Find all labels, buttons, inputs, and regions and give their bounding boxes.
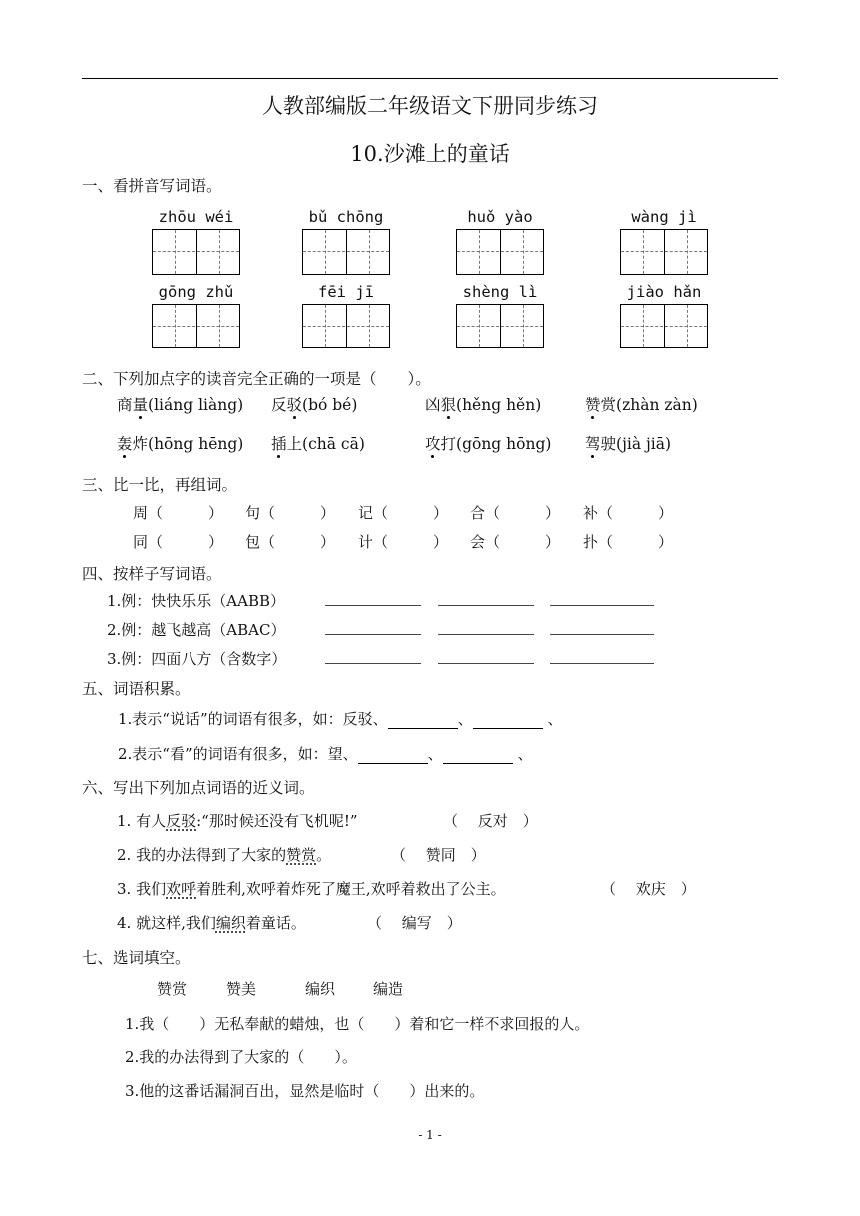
pinyin-label: shèng lì	[462, 283, 538, 301]
option-post: 打(gōng hōng)	[440, 435, 552, 453]
grid-guide	[303, 326, 389, 327]
option[interactable]	[425, 432, 551, 454]
synonym-item	[117, 878, 506, 899]
answer-line[interactable]	[325, 663, 421, 664]
section-5-line-2	[118, 743, 532, 764]
writing-box[interactable]	[456, 304, 544, 348]
option-post: 炸(hōng hēng)	[132, 435, 244, 453]
compare-item[interactable]: 记（ ）	[358, 504, 449, 522]
option-post: 赏(zhàn zàn)	[600, 396, 698, 414]
lesson-title: 10.沙滩上的童话	[350, 142, 510, 166]
fill-item[interactable]: 3.他的这番话漏洞百出，显然是临时（ ）出来的。	[125, 1082, 485, 1100]
item-number: 3.	[117, 880, 132, 898]
grid-guide	[219, 230, 220, 274]
option-post: (liáng liàng)	[148, 396, 244, 414]
section-5-line-1	[118, 708, 562, 729]
writing-box[interactable]	[620, 229, 708, 275]
compare-item[interactable]: 合（ ）	[470, 504, 561, 522]
answer-word[interactable]: （ 赞同 ）	[391, 846, 486, 864]
answer-line[interactable]	[550, 605, 654, 606]
synonym-item	[117, 810, 358, 831]
answer-line[interactable]	[325, 605, 421, 606]
option[interactable]	[117, 393, 243, 415]
grid-guide	[621, 251, 707, 252]
blank[interactable]	[443, 745, 513, 764]
grid-guide	[175, 230, 176, 274]
grid-guide	[303, 251, 389, 252]
item-text: 就这样,我们	[131, 914, 216, 932]
item-number: 2.	[117, 846, 132, 864]
blank[interactable]	[473, 710, 543, 729]
writing-box[interactable]	[302, 229, 390, 275]
answer-word[interactable]: （ 反对 ）	[443, 812, 538, 830]
word-option: 编造	[373, 980, 404, 998]
writing-box[interactable]	[152, 229, 240, 275]
compare-item[interactable]: 补（ ）	[583, 504, 674, 522]
pinyin-label: bǔ chōng	[308, 208, 384, 226]
pinyin-label: zhōu wéi	[158, 208, 234, 226]
section-4-heading: 四、按样子写词语。	[82, 565, 222, 583]
compare-item[interactable]: 计（ ）	[358, 533, 449, 551]
compare-item[interactable]: 扑（ ）	[583, 533, 674, 551]
answer-word[interactable]: （ 编写 ）	[367, 914, 462, 932]
item-text: 着胜利,欢呼着炸死了魔王,欢呼着救出了公主。	[196, 880, 506, 898]
separator: 、	[547, 710, 563, 728]
separator: 、	[427, 745, 443, 763]
separator: 、	[517, 745, 533, 763]
section-7-heading: 七、选词填空。	[82, 949, 191, 967]
option-pre: 反	[271, 396, 287, 414]
compare-item[interactable]: 会（ ）	[470, 533, 561, 551]
dotted-word: 赞赏	[286, 846, 317, 864]
blank[interactable]	[388, 710, 458, 729]
grid-guide	[153, 326, 239, 327]
item-text: 我们	[131, 880, 167, 898]
section-5-line-2-text: 2.表示“看”的词语有很多，如：望、	[118, 745, 358, 763]
item-number: 1.	[117, 812, 132, 830]
compare-item[interactable]: 同（ ）	[133, 533, 224, 551]
grid-guide	[479, 230, 480, 274]
word-option: 赞赏	[157, 980, 188, 998]
grid-guide	[621, 326, 707, 327]
section-5-line-1-text: 1.表示“说话”的词语有很多，如：反驳、	[118, 710, 388, 728]
section-3-heading: 三、比一比，再组词。	[82, 476, 238, 494]
dotted-char: 驳	[287, 393, 303, 415]
option[interactable]	[585, 432, 671, 454]
word-option: 赞美	[226, 980, 257, 998]
word-option: 编织	[305, 980, 336, 998]
option-post: (bó bé)	[302, 396, 358, 414]
item-number: 4.	[117, 914, 132, 932]
option[interactable]	[117, 432, 243, 454]
grid-guide	[523, 230, 524, 274]
separator: 、	[457, 710, 473, 728]
dotted-char: 轰	[117, 432, 133, 454]
compare-item[interactable]: 包（ ）	[245, 533, 336, 551]
answer-line[interactable]	[438, 634, 534, 635]
option-post: 上(chā cā)	[286, 435, 365, 453]
dotted-word: 编织	[215, 914, 246, 932]
synonym-item	[117, 844, 331, 865]
item-text: :“那时候还没有飞机呢!”	[196, 812, 358, 830]
dotted-char: 驾	[585, 432, 601, 454]
pinyin-label: huǒ yào	[467, 208, 533, 226]
answer-line[interactable]	[325, 634, 421, 635]
option[interactable]	[425, 393, 541, 415]
grid-guide	[325, 230, 326, 274]
fill-item[interactable]: 1.我（ ）无私奉献的蜡烛，也（ ）着和它一样不求回报的人。	[125, 1015, 590, 1033]
item-text: 。	[316, 846, 332, 864]
grid-guide	[457, 326, 543, 327]
option[interactable]	[585, 393, 698, 415]
section-6-heading: 六、写出下列加点词语的近义词。	[82, 779, 315, 797]
writing-box[interactable]	[456, 229, 544, 275]
writing-box[interactable]	[620, 304, 708, 348]
option[interactable]	[271, 393, 357, 415]
grid-guide	[369, 230, 370, 274]
dotted-char: 赞	[585, 393, 601, 415]
option-post: (hěng hěn)	[456, 396, 542, 414]
blank[interactable]	[358, 745, 428, 764]
answer-word[interactable]: （ 欢庆 ）	[601, 880, 696, 898]
compare-item[interactable]: 句（ ）	[245, 504, 336, 522]
dotted-word: 反驳	[166, 812, 197, 830]
pinyin-label: jiào hǎn	[626, 283, 702, 301]
example-item: 3.例：四面八方（含数字）	[107, 650, 287, 668]
dotted-word: 欢呼	[166, 880, 197, 898]
example-item: 2.例：越飞越高（ABAC）	[107, 621, 286, 639]
option[interactable]	[271, 432, 365, 454]
compare-item[interactable]: 周（ ）	[133, 504, 224, 522]
dotted-char: 量	[133, 393, 149, 415]
writing-box[interactable]	[152, 304, 240, 348]
grid-guide	[153, 251, 239, 252]
option-post: 驶(jià jiā)	[600, 435, 672, 453]
page-title: 人教部编版二年级语文下册同步练习	[262, 94, 598, 118]
dotted-char: 攻	[425, 432, 441, 454]
option-pre: 凶	[425, 396, 441, 414]
item-text: 我的办法得到了大家的	[131, 846, 287, 864]
answer-line[interactable]	[438, 663, 534, 664]
section-1-heading: 一、看拼音写词语。	[82, 177, 222, 195]
pinyin-label: gōng zhǔ	[158, 283, 234, 301]
item-text: 有人	[131, 812, 167, 830]
writing-box[interactable]	[302, 304, 390, 348]
option-pre: 商	[117, 396, 133, 414]
dotted-char: 狠	[441, 393, 457, 415]
grid-guide	[687, 230, 688, 274]
answer-line[interactable]	[550, 663, 654, 664]
answer-line[interactable]	[550, 634, 654, 635]
answer-line[interactable]	[438, 605, 534, 606]
pinyin-label: wàng jì	[631, 208, 697, 226]
page-number: - 1 -	[418, 1128, 442, 1142]
section-2-heading: 二、下列加点字的读音完全正确的一项是（ ）。	[82, 370, 431, 388]
example-item: 1.例：快快乐乐（AABB）	[107, 592, 286, 610]
pinyin-label: fēi jī	[318, 283, 374, 301]
dotted-char: 插	[271, 432, 287, 454]
item-text: 着童话。	[245, 914, 306, 932]
synonym-item	[117, 912, 306, 933]
grid-guide	[643, 230, 644, 274]
section-5-heading: 五、词语积累。	[82, 680, 191, 698]
grid-guide	[457, 251, 543, 252]
fill-item[interactable]: 2.我的办法得到了大家的（ ）。	[125, 1048, 357, 1066]
top-rule	[82, 78, 778, 79]
